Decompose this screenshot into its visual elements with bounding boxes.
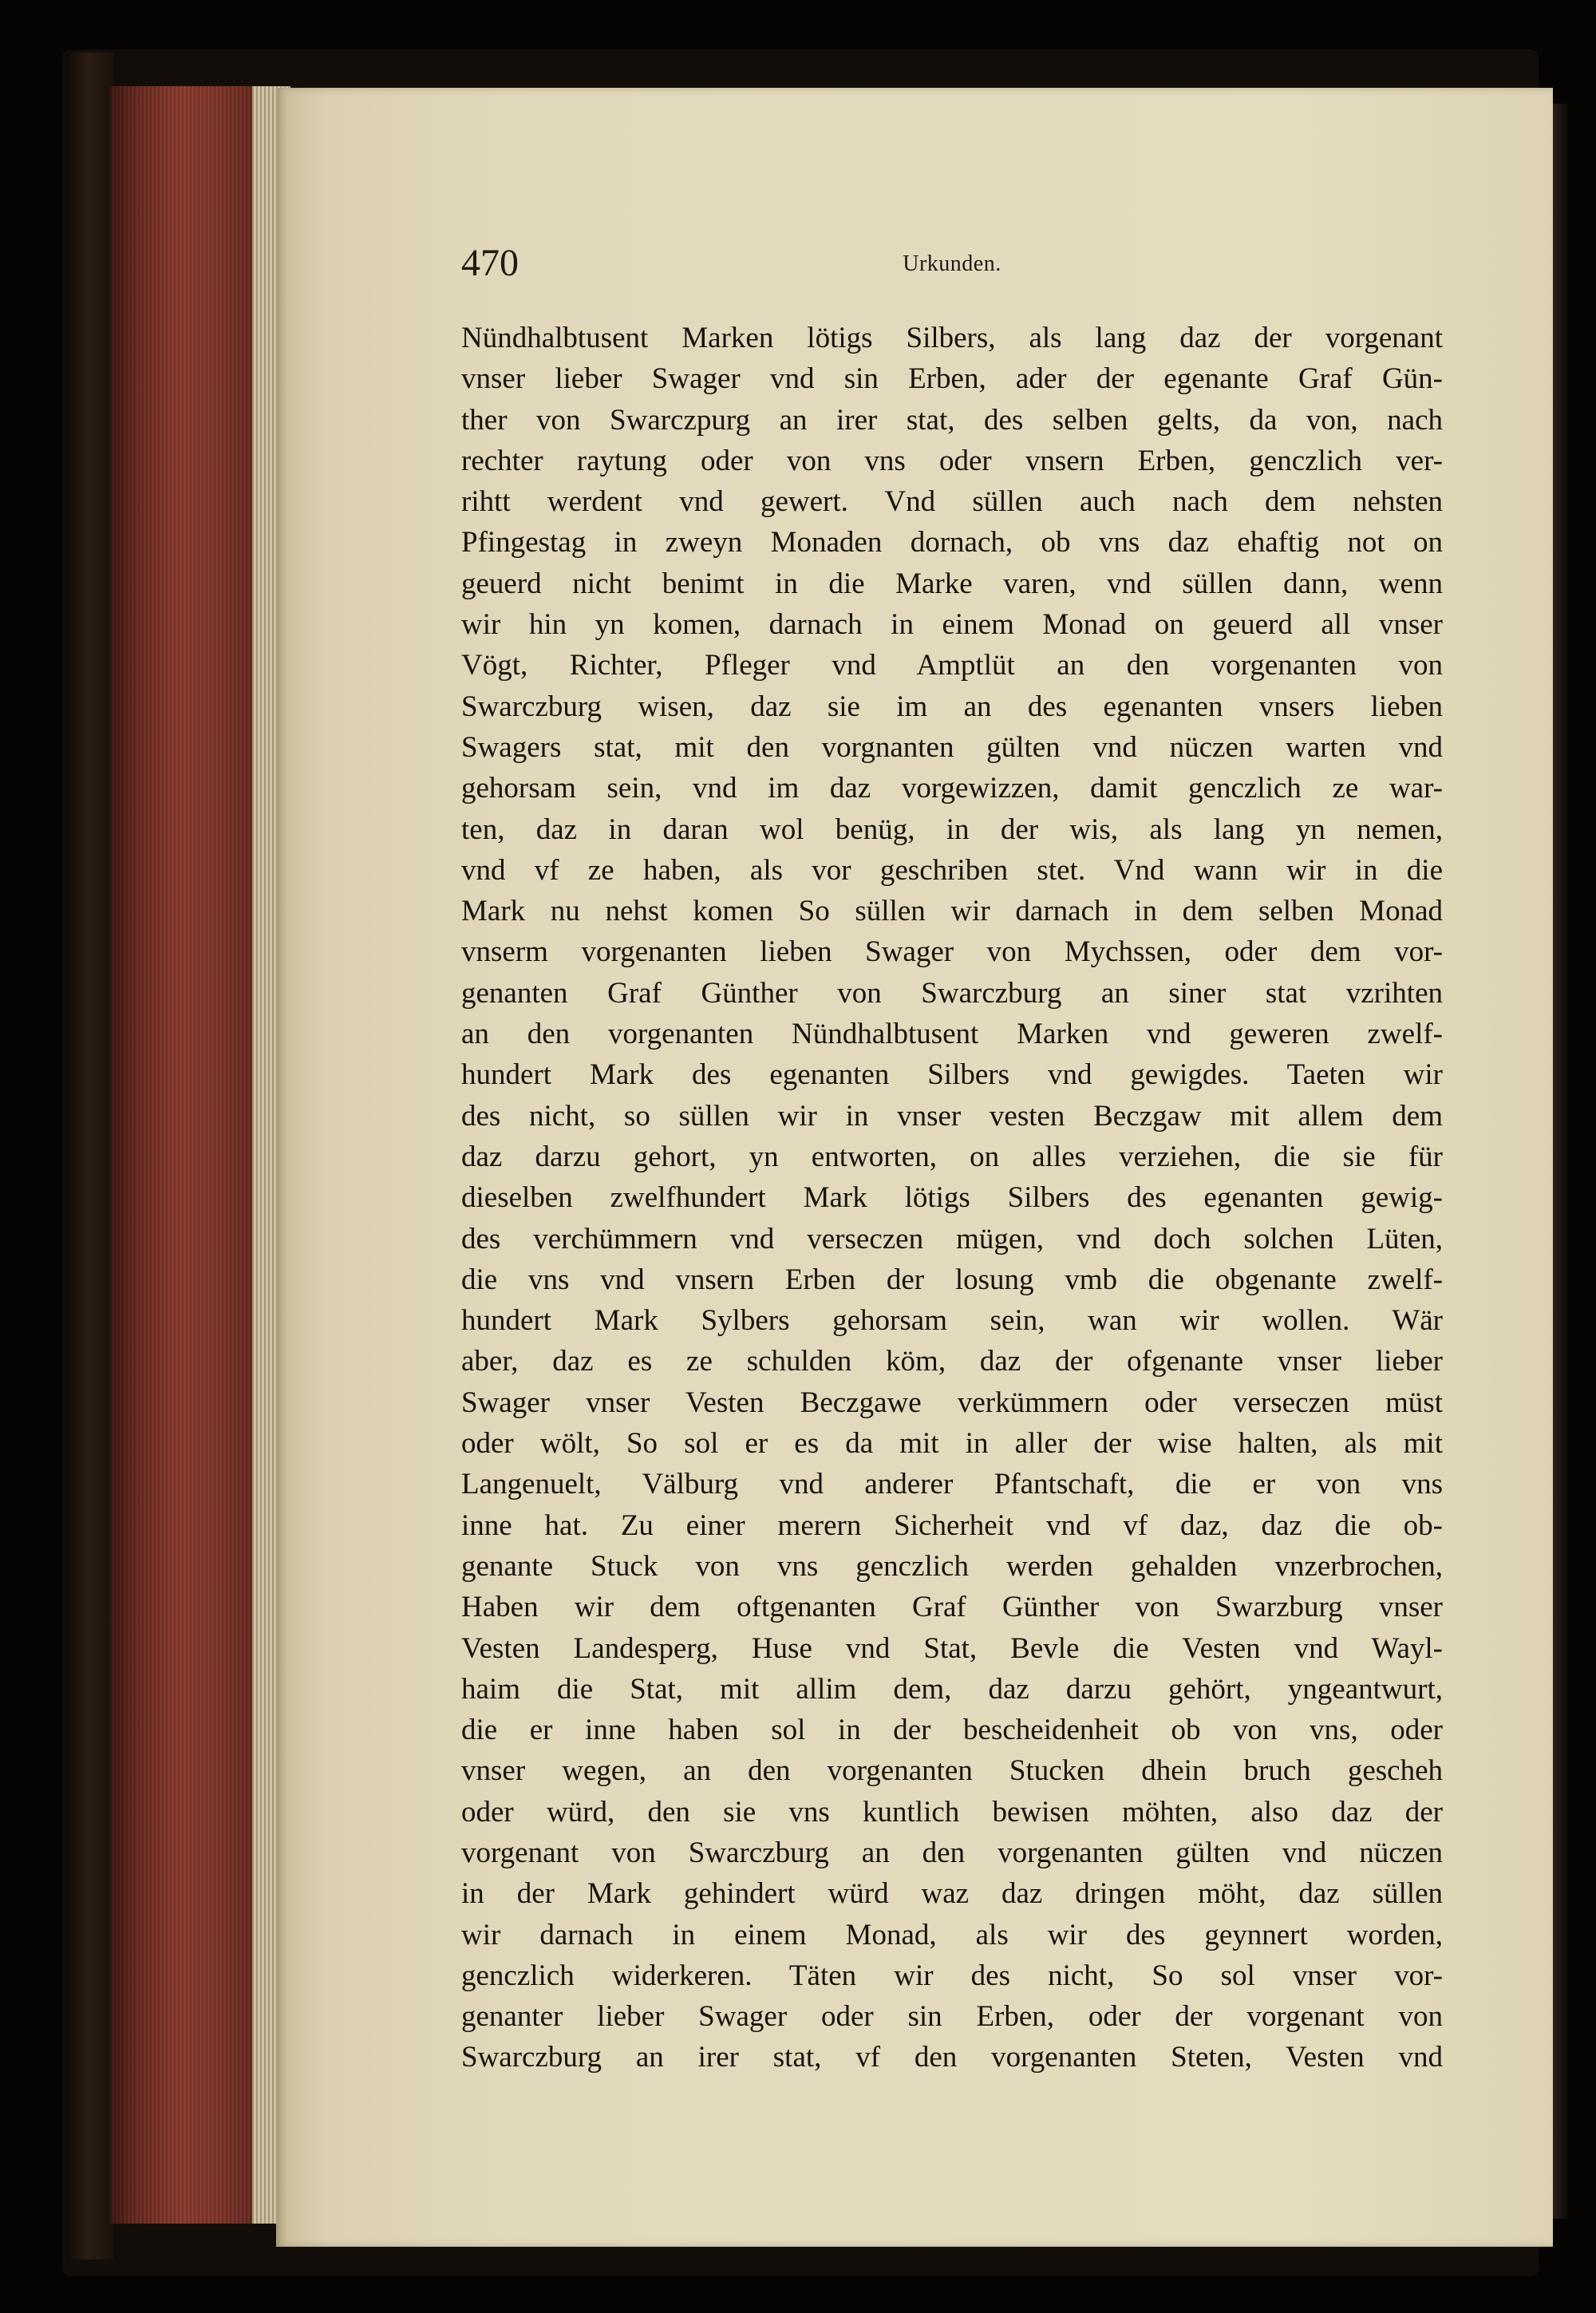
text-line: hundert Mark des egenanten Silbers vnd gewigdes. Taeten wir <box>461 1058 1443 1092</box>
text-line: dieselben zwelfhundert Mark lötigs Silbers des egenanten gewig- <box>461 1181 1443 1215</box>
text-line: Pfingestag in zweyn Monaden dornach, ob vns daz ehaftig not on <box>461 526 1443 559</box>
text-line: Haben wir dem oftgenanten Graf Günther von Swarzburg vnser <box>461 1591 1443 1624</box>
text-line: wir hin yn komen, darnach in einem Monad on geuerd all vnser <box>461 608 1443 642</box>
text-line: in der Mark gehindert würd waz daz dringen möht, daz süllen <box>461 1877 1443 1911</box>
text-line: haim die Stat, mit allim dem, daz darzu gehört, yngeantwurt, <box>461 1672 1443 1706</box>
red-page-edge <box>110 86 271 2224</box>
gutter-shadow <box>1553 104 1567 2219</box>
text-line: rihtt werdent vnd gewert. Vnd süllen auch nach dem nehsten <box>461 485 1443 519</box>
text-line: vnd vf ze haben, als vor geschriben stet. Vnd wann wir in die <box>461 853 1443 887</box>
text-line: oder würd, den sie vns kuntlich bewisen möhten, also daz der <box>461 1795 1443 1829</box>
text-line: wir darnach in einem Monad, als wir des geynnert worden, <box>461 1918 1443 1951</box>
text-line: Vesten Landesperg, Huse vnd Stat, Bevle die Vesten vnd Wayl- <box>461 1631 1443 1665</box>
text-line: geuerd nicht benimt in die Marke varen, vnd süllen dann, wenn <box>461 567 1443 600</box>
text-line: inne hat. Zu einer merern Sicherheit vnd vf daz, daz die ob- <box>461 1508 1443 1542</box>
text-line: die er inne haben sol in der bescheidenheit ob von vns, oder <box>461 1714 1443 1747</box>
text-line: rechter raytung oder von vns oder vnsern Erben, genczlich ver- <box>461 444 1443 477</box>
text-line: daz darzu gehort, yn entworten, on alles verziehen, die sie für <box>461 1140 1443 1173</box>
text-line: hundert Mark Sylbers gehorsam sein, wan wir wollen. Wär <box>461 1304 1443 1338</box>
text-line: vorgenant von Swarczburg an den vorgenanten gülten vnd nüczen <box>461 1836 1443 1869</box>
text-line: aber, daz es ze schulden köm, daz der ofgenante vnser lieber <box>461 1345 1443 1378</box>
text-line: Swarczburg wisen, daz sie im an des egenanten vnsers lieben <box>461 690 1443 723</box>
running-title: Urkunden. <box>903 251 1001 276</box>
text-line: genanten Graf Günther von Swarczburg an siner stat vzrihten <box>461 976 1443 1010</box>
text-line: des verchümmern vnd verseczen mügen, vnd doch solchen Lüten, <box>461 1222 1443 1255</box>
text-line: Swagers stat, mit den vorgnanten gülten vnd nüczen warten vnd <box>461 730 1443 764</box>
page-number: 470 <box>461 242 519 284</box>
text-line: genante Stuck von vns genczlich werden gehalden vnzerbrochen, <box>461 1549 1443 1583</box>
text-line: ten, daz in daran wol benüg, in der wis, als lang yn nemen, <box>461 813 1443 846</box>
text-line: Swarczburg an irer stat, vf den vorgenanten Steten, Vesten vnd <box>461 2041 1443 2074</box>
text-line: Swager vnser Vesten Beczgawe verkümmern oder verseczen müst <box>461 1386 1443 1419</box>
text-line: genanter lieber Swager oder sin Erben, oder der vorgenant von <box>461 2000 1443 2034</box>
text-line: oder wölt, So sol er es da mit in aller der wise halten, als mit <box>461 1427 1443 1461</box>
text-line: des nicht, so süllen wir in vnser vesten Beczgaw mit allem dem <box>461 1099 1443 1133</box>
text-line: an den vorgenanten Nündhalbtusent Marken vnd geweren zwelf- <box>461 1018 1443 1051</box>
text-line: Vögt, Richter, Pfleger vnd Amptlüt an den vorgenanten von <box>461 649 1443 682</box>
text-line: die vns vnd vnsern Erben der losung vmb die obgenante zwelf- <box>461 1263 1443 1296</box>
body-text <box>461 318 1443 2078</box>
text-line: Langenuelt, Välburg vnd anderer Pfantschaft, die er von vns <box>461 1468 1443 1501</box>
text-line: genczlich widerkeren. Täten wir des nicht, So sol vnser vor- <box>461 1959 1443 1992</box>
text-line: Nündhalbtusent Marken lötigs Silbers, als lang daz der vorgenant <box>461 322 1443 354</box>
text-line: gehorsam sein, vnd im daz vorgewizzen, damit genczlich ze war- <box>461 772 1443 805</box>
text-line: vnser lieber Swager vnd sin Erben, ader der egenante Graf Gün- <box>461 362 1443 396</box>
text-line: ther von Swarczpurg an irer stat, des selben gelts, da von, nach <box>461 403 1443 437</box>
book-spine <box>65 53 113 2260</box>
text-line: vnser wegen, an den vorgenanten Stucken dhein bruch gescheh <box>461 1754 1443 1788</box>
text-line: vnserm vorgenanten lieben Swager von Mychssen, oder dem vor- <box>461 935 1443 969</box>
text-line: Mark nu nehst komen So süllen wir darnach in dem selben Monad <box>461 895 1443 928</box>
running-head <box>461 239 1443 287</box>
